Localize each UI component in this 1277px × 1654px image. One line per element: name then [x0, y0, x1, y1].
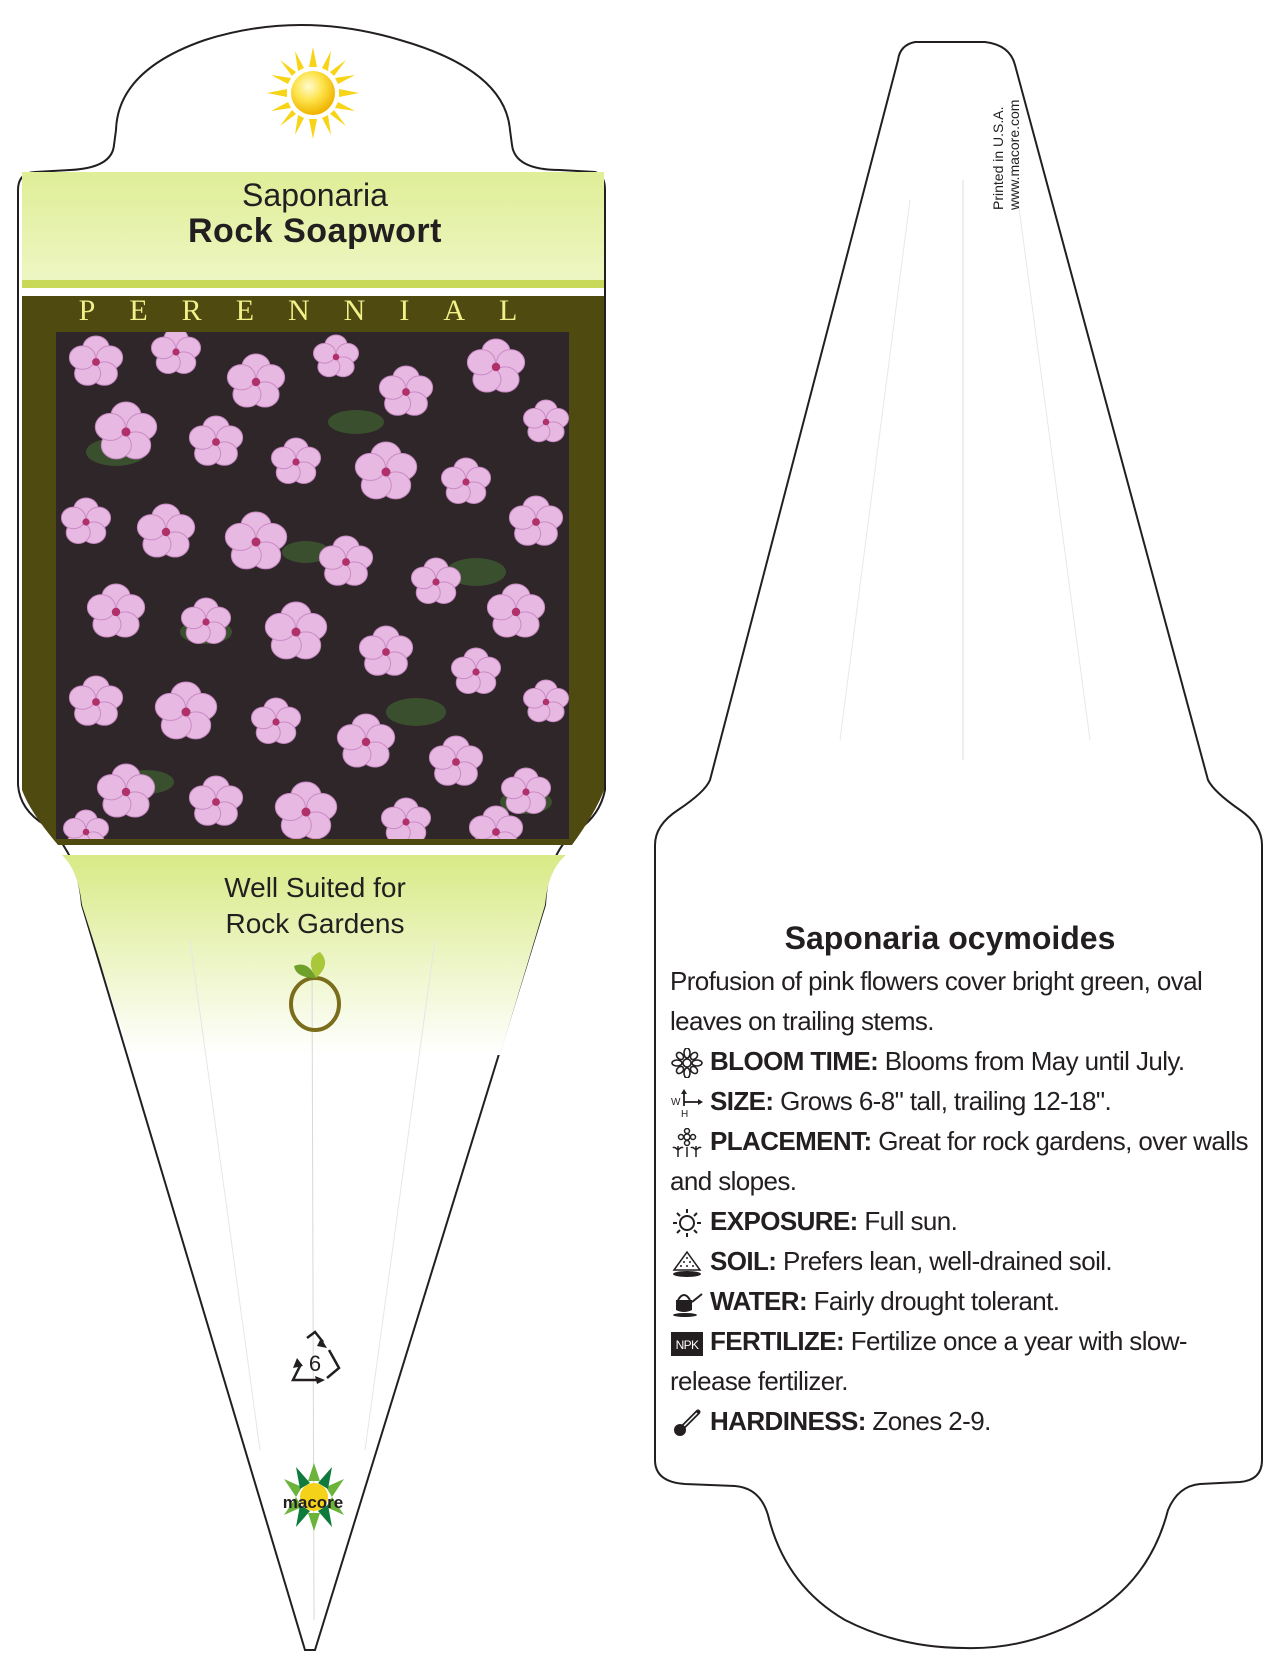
flower-icon [670, 1048, 704, 1078]
exposure-label: EXPOSURE: [710, 1206, 858, 1236]
fertilize-row [670, 1321, 1260, 1401]
printed-location: Printed in U.S.A. [990, 106, 1006, 210]
size-text: Grows 6-8" tall, trailing 12-18". [780, 1086, 1112, 1116]
fertilize-text: Fertilize once a year with slow-release fertilizer. [670, 1326, 1187, 1396]
bloom-time-text: Blooms from May until July. [884, 1046, 1185, 1076]
exposure-text: Full sun. [864, 1206, 958, 1236]
front-variety-name: Rock Soapwort [188, 212, 442, 250]
thermometer-icon [670, 1408, 704, 1438]
watering-can-icon [670, 1288, 704, 1318]
water-label: WATER: [710, 1286, 808, 1316]
placement-label: PLACEMENT: [710, 1126, 872, 1156]
size-row [670, 1081, 1260, 1121]
sun-icon [265, 45, 361, 141]
bloom-time-row [670, 1041, 1260, 1081]
water-text: Fairly drought tolerant. [813, 1286, 1060, 1316]
recycle-number: 6 [308, 1351, 322, 1376]
soil-row [670, 1241, 1260, 1281]
hardiness-row [670, 1401, 1260, 1441]
lime-rule [22, 280, 604, 288]
fertilize-label: FERTILIZE: [710, 1326, 845, 1356]
placement-row [670, 1121, 1260, 1201]
size-icon [670, 1088, 704, 1118]
soil-label: SOIL: [710, 1246, 777, 1276]
exposure-row [670, 1201, 1260, 1241]
description: Profusion of pink flowers cover bright green, oval leaves on trailing stems. [670, 966, 1203, 1036]
size-icon-w: W [671, 1097, 680, 1109]
category-label: PERENNIAL [78, 294, 552, 327]
feature-line-1: Well Suited for [224, 872, 406, 903]
npk-text: NPK [675, 1338, 699, 1353]
feature-text [120, 870, 510, 942]
soil-text: Prefers lean, well-drained soil. [782, 1246, 1113, 1276]
size-icon-h: H [681, 1109, 688, 1119]
soil-icon [670, 1248, 704, 1278]
water-row [670, 1281, 1260, 1321]
hardiness-text: Zones 2-9. [872, 1406, 991, 1436]
hardiness-label: HARDINESS: [710, 1406, 866, 1436]
placement-icon [670, 1128, 704, 1158]
placement-text: Great for rock gardens, over walls and slopes. [670, 1126, 1248, 1196]
front-common-name: Saponaria [242, 177, 388, 213]
pink-flowers-photo [56, 332, 569, 839]
sun-outline-icon [670, 1208, 704, 1238]
size-label: SIZE: [710, 1086, 774, 1116]
printed-in [990, 30, 1022, 210]
website: www.macore.com [1006, 99, 1022, 210]
back-content [670, 920, 1260, 1441]
feature-line-2: Rock Gardens [225, 908, 405, 939]
npk-icon [670, 1328, 704, 1358]
bloom-time-label: BLOOM TIME: [710, 1046, 879, 1076]
botanical-name: Saponaria ocymoides [784, 920, 1116, 956]
sprout-icon [286, 950, 344, 1032]
brand-name: macore [282, 1493, 344, 1512]
